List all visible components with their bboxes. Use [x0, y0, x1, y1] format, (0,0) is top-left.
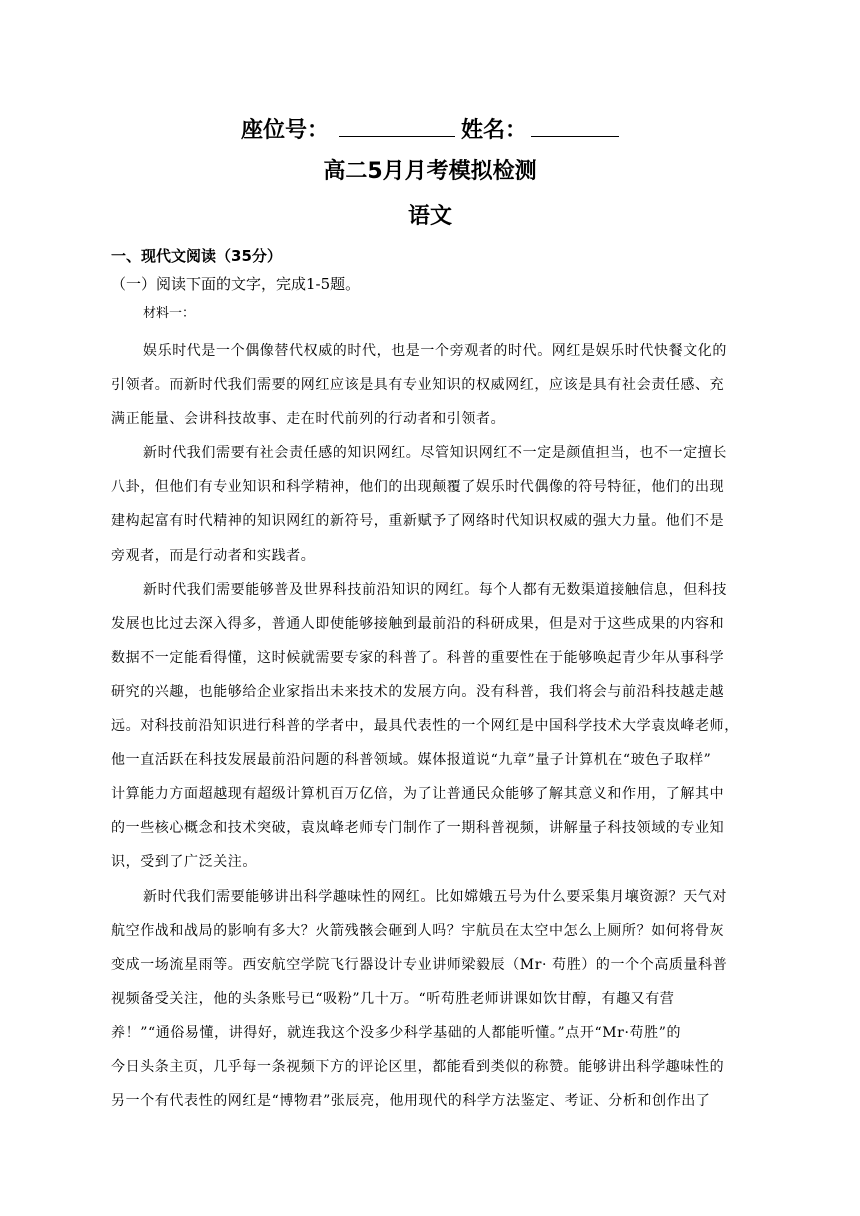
passage-line: 视频备受关注，他的头条账号已“吸粉”几十万。“听苟胜老师讲课如饮甘醇，有趣又有营: [111, 990, 675, 1007]
passage-line: 八卦，但他们有专业知识和科学精神，他们的出现颠覆了娱乐时代偶像的符号特征，他们的出现: [111, 479, 725, 496]
seat-number-blank[interactable]: [339, 114, 455, 137]
passage-line: 引领者。而新时代我们需要的网红应该是具有专业知识的权威网红，应该是具有社会责任感、充: [111, 377, 725, 394]
seat-name-line: [0, 114, 860, 146]
section-subheading: （一）阅读下面的文字，完成1-5题。: [111, 275, 361, 293]
passage-line: 航空作战和战局的影响有多大？火箭残骸会砸到人吗？宇航员在太空中怎么上厕所？如何将骨灰: [111, 922, 725, 939]
passage-line: 数据不一定能看得懂，这时候就需要专家的科普了。科普的重要性在于能够唤起青少年从事科学: [111, 649, 725, 666]
passage-line: 的一些核心概念和技术突破，袁岚峰老师专门制作了一期科普视频，讲解量子科技领域的专业知: [111, 820, 725, 837]
passage-line: 娱乐时代是一个偶像替代权威的时代，也是一个旁观者的时代。网红是娱乐时代快餐文化的: [143, 343, 727, 359]
passage-line: 新时代我们需要有社会责任感的知识网红。尽管知识网红不一定是颜值担当，也不一定擅长: [143, 445, 727, 462]
passage-line: 另一个有代表性的网红是“博物君”张辰亮，他用现代的科学方法鉴定、考证、分析和创作出了: [111, 1093, 711, 1110]
passage-line: 满正能量、会讲科技故事、走在时代前列的行动者和引领者。: [111, 411, 506, 428]
passage-line: 识，受到了广泛关注。: [111, 854, 257, 871]
passage-line: 研究的兴趣，也能够给企业家指出未来技术的发展方向。没有科普，我们将会与前沿科技越走越: [111, 683, 725, 700]
passage-line: 变成一场流星雨等。西安航空学院飞行器设计专业讲师梁毅辰（Mr· 苟胜）的一个个高质量科普: [111, 956, 728, 973]
section-heading: 一、现代文阅读（35分）: [111, 247, 282, 265]
material-label: 材料一：: [143, 306, 196, 321]
passage-line: 新时代我们需要能够讲出科学趣味性的网红。比如嫦娥五号为什么要采集月壤资源？天气对: [143, 888, 727, 905]
name-blank[interactable]: [531, 114, 619, 137]
reading-passage: [111, 334, 751, 1118]
passage-line: 远。对科技前沿知识进行科普的学者中，最具代表性的一个网红是中国科学技术大学袁岚峰老师，: [111, 718, 739, 735]
subject-title: 语文: [407, 204, 452, 229]
passage-line: 建构起富有时代精神的知识网红的新符号，重新赋予了网络时代知识权威的强大力量。他们不是: [111, 513, 725, 530]
name-label: 姓名：: [461, 118, 528, 143]
passage-line: 旁观者，而是行动者和实践者。: [111, 547, 316, 564]
seat-label: 座位号：: [240, 118, 329, 143]
passage-line: 新时代我们需要能够普及世界科技前沿知识的网红。每个人都有无数渠道接触信息，但科技: [143, 581, 727, 598]
exam-title: 高二5月月考模拟检测: [323, 159, 537, 184]
passage-line: 养！”“通俗易懂，讲得好，就连我这个没多少科学基础的人都能听懂。”点开“Mr·苟胜”的: [111, 1024, 682, 1041]
passage-line: 发展也比过去深入得多，普通人即使能够接触到最前沿的科研成果，但是对于这些成果的内容和: [111, 615, 725, 632]
passage-line: 今日头条主页，几乎每一条视频下方的评论区里，都能看到类似的称赞。能够讲出科学趣味性的: [111, 1058, 725, 1075]
passage-line: 计算能力方面超越现有超级计算机百万亿倍，为了让普通民众能够了解其意义和作用，了解其中: [111, 786, 725, 803]
passage-line: 他一直活跃在科技发展最前沿问题的科普领域。媒体报道说“九章”量子计算机在“玻色子取样”: [111, 752, 712, 769]
